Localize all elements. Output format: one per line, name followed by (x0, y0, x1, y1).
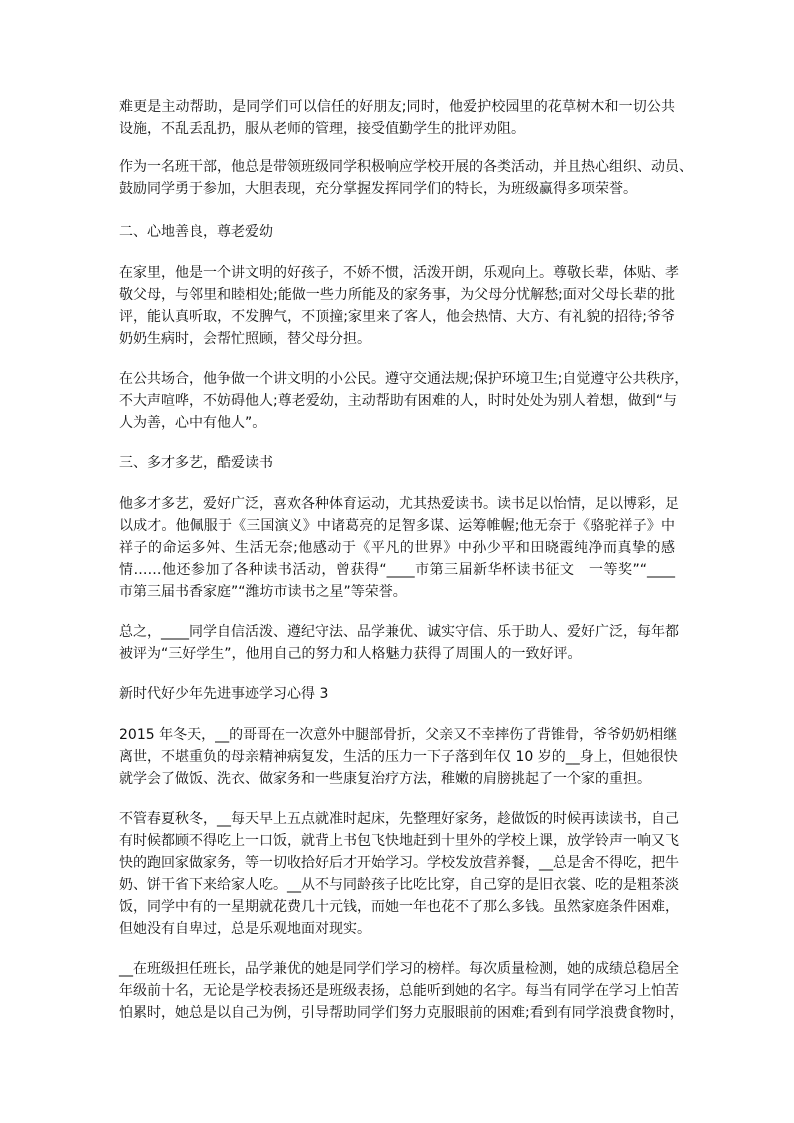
text-line: 快的跑回家做家务，等一切收拾好后才开始学习。学校发放营养餐，__总是舍不得吃，把牛 (119, 855, 679, 871)
text-line: 被评为“三好学生”，他用自己的努力和人格魅力获得了周围人的一致好评。 (119, 646, 582, 662)
text-line: 不大声喧哗，不妨碍他人;尊老爱幼，主动帮助有困难的人，时时处处为别人着想，做到“与 (119, 393, 677, 409)
text-line: 有时候都顾不得吃上一口饭，就背上书包飞快地赶到十里外的学校上课，放学铃声一响又飞 (119, 833, 679, 849)
text-line: 作为一名班干部，他总是带领班级同学积极响应学校开展的各类活动，并且热心组织、动员、 (119, 159, 693, 175)
text-line: 总之，____同学自信活泼、遵纪守法、品学兼优、诚实守信、乐于助人、爱好广泛，每年都 (119, 624, 679, 640)
text-line: 评，能认真听取，不发脾气，不顶撞;家里来了客人，他会热情、大方、有礼貌的招待;爷爷 (119, 309, 675, 325)
text-line: __在班级担任班长，品学兼优的她是同学们学习的榜样。每次质量检测，她的成绩总稳居全 (119, 961, 679, 977)
text-line: 他多才多艺，爱好广泛，喜欢各种体育运动，尤其热爱读书。读书足以怡情，足以博彩，足 (119, 496, 679, 512)
text-line: 在家里，他是一个讲文明的好孩子，不娇不惯，活泼开朗，乐观向上。尊敬长辈，体贴、孝 (119, 265, 679, 281)
text-line: 鼓励同学勇于参加，大胆表现，充分掌握发挥同学们的特长，为班级赢得多项荣誉。 (119, 181, 637, 197)
text-line: 饭，同学中有的一星期就花费几十元钱，而她一年也花不了那么多钱。虽然家庭条件困难， (119, 899, 679, 915)
section-heading: 新时代好少年先进事迹学习心得 3 (119, 686, 329, 702)
text-line: 怕累时，她总是以自己为例，引导帮助同学们努力克服眼前的困难;看到有同学浪费食物时， (119, 1005, 684, 1021)
text-line: 离世，不堪重负的母亲精神病复发，生活的压力一下子落到年仅 10 岁的__身上，但她很快 (119, 749, 678, 765)
text-line: 难更是主动帮助，是同学们可以信任的好朋友;同时，他爱护校园里的花草树木和一切公共 (119, 99, 675, 115)
text-line: 不管春夏秋冬，__每天早上五点就准时起床，先整理好家务，趁做饭的时候再读读书，自己 (119, 811, 679, 827)
text-line: 但她没有自卑过，总是乐观地面对现实。 (119, 921, 371, 937)
text-line: 人为善，心中有他人”。 (119, 415, 267, 431)
text-line: 在公共场合，他争做一个讲文明的小公民。遵守交通法规;保护环境卫生;自觉遵守公共秩序， (119, 371, 689, 387)
text-line: 就学会了做饭、洗衣、做家务和一些康复治疗方法，稚嫩的肩膀挑起了一个家的重担。 (119, 771, 651, 787)
text-line: 市第三届书香家庭”“潍坊市读书之星”等荣誉。 (119, 584, 407, 600)
text-line: 情……他还参加了各种读书活动，曾获得“____市第三届新华杯读书征文 一等奖”“____ (119, 562, 675, 578)
text-line: 年级前十名，无论是学校表扬还是班级表扬，总能听到她的名字。每当有同学在学习上怕苦 (119, 983, 679, 999)
text-line: 设施，不乱丢乱扔，服从老师的管理，接受值勤学生的批评劝阻。 (119, 121, 525, 137)
text-line: 以成才。他佩服于《三国演义》中诸葛亮的足智多谋、运筹帷幄;他无奈于《骆驼祥子》中 (119, 518, 675, 534)
text-line: 祥子的命运多舛、生活无奈;他感动于《平凡的世界》中孙少平和田晓霞纯净而真挚的感 (119, 540, 675, 556)
text-line: 奶、饼干省下来给家人吃。__从不与同龄孩子比吃比穿，自己穿的是旧衣裳、吃的是粗茶淡 (119, 877, 679, 893)
section-heading: 三、多才多艺，酷爱读书 (119, 455, 273, 471)
text-line: 2015 年冬天，__的哥哥在一次意外中腿部骨折，父亲又不幸摔伤了背锥骨，爷爷奶奶相继 (119, 727, 678, 743)
text-line: 敬父母，与邻里和睦相处;能做一些力所能及的家务事，为父母分忧解愁;面对父母长辈的批 (119, 287, 675, 303)
section-heading: 二、心地善良，尊老爱幼 (119, 224, 273, 240)
text-line: 奶奶生病时，会帮忙照顾，替父母分担。 (119, 331, 371, 347)
